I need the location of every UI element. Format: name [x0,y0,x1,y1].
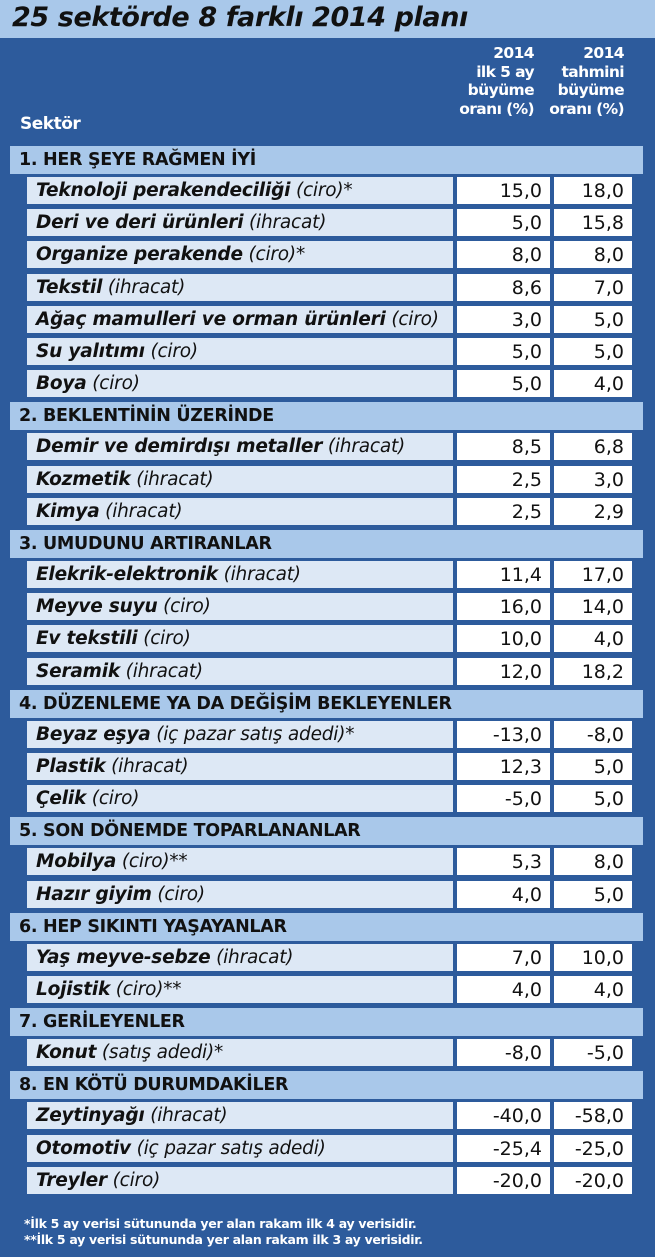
value-forecast: 15,8 [554,209,632,236]
value-first5months: 5,0 [457,209,550,236]
value-forecast: 18,0 [554,177,632,204]
value-first5months: 10,0 [457,625,550,652]
sector-name: Treyler [36,1170,107,1191]
value-first5months: 11,4 [457,561,550,588]
sector-note: (ihracat) [120,661,203,682]
table-row-label [27,658,453,685]
page-title: 25 sektörde 8 farklı 2014 planı [12,2,468,33]
sector-name: Teknoloji perakendeciliği [36,180,291,201]
value-first5months: -13,0 [457,721,550,748]
value-forecast: -20,0 [554,1167,632,1194]
sector-name: Ev tekstili [36,628,138,649]
col2-header-line: tahmini [561,62,624,81]
table-row-label [27,625,453,652]
sector-name: Su yalıtımı [36,341,145,362]
sector-name: Beyaz eşya [36,724,151,745]
sector-note: (iç pazar satış adedi)* [150,724,355,745]
sector-column-header: Sektör [20,114,81,134]
group-header: 4. DÜZENLEME YA DA DEĞİŞİM BEKLEYENLER [10,690,643,718]
sector-name: Kozmetik [36,469,131,490]
value-first5months: 4,0 [457,976,550,1003]
group-header: 8. EN KÖTÜ DURUMDAKİLER [10,1071,643,1099]
value-forecast: 4,0 [554,976,632,1003]
value-first5months: 12,0 [457,658,550,685]
value-forecast: -25,0 [554,1135,632,1162]
sector-note: (ciro) [86,788,140,809]
sector-name: Seramik [36,661,120,682]
value-first5months: 5,0 [457,370,550,397]
value-forecast: 5,0 [554,881,632,908]
value-first5months: 5,3 [457,848,550,875]
value-first5months: 12,3 [457,753,550,780]
sector-note: (ciro)* [290,180,353,201]
value-first5months: 4,0 [457,881,550,908]
table-row-label [27,848,453,875]
table-row-label [27,241,453,268]
value-forecast: 5,0 [554,785,632,812]
title-bar [0,0,655,38]
sector-name: Kimya [36,501,100,522]
sector-note: (ihracat) [102,277,186,298]
table-row-label [27,1039,453,1066]
sector-name: Elekrik-elektronik [36,564,218,585]
sector-name: Demir ve demirdışı metaller [36,436,323,457]
sector-note: (iç pazar satış adedi) [130,1138,326,1159]
group-header: 3. UMUDUNU ARTIRANLAR [10,530,643,558]
sector-note: (ciro) [157,596,211,617]
table-row-label [27,1167,453,1194]
table-row-label [27,498,453,525]
footnote: **İlk 5 ay verisi sütununda yer alan rakam ilk 3 ay verisidir. [24,1232,423,1247]
table-row-label [27,1102,453,1129]
sector-note: (ciro) [144,341,198,362]
table-row-label [27,209,453,236]
sector-note: (ciro) [151,884,205,905]
table-row-label [27,1135,453,1162]
sector-name: Çelik [36,788,87,809]
sector-name: Ağaç mamulleri ve orman ürünleri [36,309,386,330]
sector-name: Deri ve deri ürünleri [36,212,244,233]
sector-note: (ciro) [86,373,140,394]
value-forecast: 5,0 [554,753,632,780]
sector-note: (ciro) [385,309,439,330]
table-row-label [27,338,453,365]
table-row-label [27,370,453,397]
sector-note: (ihracat) [243,212,327,233]
value-first5months: -20,0 [457,1167,550,1194]
sector-name: Konut [36,1042,97,1063]
col2-header-line: 2014 [583,44,624,62]
sector-name: Lojistik [36,979,111,1000]
sector-name: Mobilya [36,851,117,872]
value-forecast: 3,0 [554,466,632,493]
value-forecast: 6,8 [554,433,632,460]
sector-note: (ciro) [106,1170,161,1191]
value-first5months: -40,0 [457,1102,550,1129]
table-row-label [27,177,453,204]
sector-note: (ihracat) [105,756,189,777]
col2-header-line: oranı (%) [549,99,624,118]
sector-note: (ciro)** [116,851,188,872]
value-first5months: 3,0 [457,306,550,333]
sector-note: (ihracat) [210,947,294,968]
value-forecast: 4,0 [554,625,632,652]
table-row-label [27,976,453,1003]
table-row-label [27,433,453,460]
value-forecast: 4,0 [554,370,632,397]
sector-name: Yaş meyve-sebze [36,947,211,968]
value-forecast: 7,0 [554,274,632,301]
value-first5months: 5,0 [457,338,550,365]
group-header: 2. BEKLENTİNİN ÜZERİNDE [10,402,643,430]
sector-name: Otomotiv [36,1138,131,1159]
sector-name: Organize perakende [36,244,243,265]
group-header: 1. HER ŞEYE RAĞMEN İYİ [10,146,643,174]
value-forecast: 2,9 [554,498,632,525]
col2-header [530,44,624,118]
value-first5months: 16,0 [457,593,550,620]
table-row-label [27,306,453,333]
value-first5months: 15,0 [457,177,550,204]
value-first5months: 8,5 [457,433,550,460]
col1-header-line: büyüme [467,81,534,99]
group-header: 7. GERİLEYENLER [10,1008,643,1036]
col1-header-line: ilk 5 ay [476,62,534,81]
sector-note: (ihracat) [99,501,183,522]
sector-name: Zeytinyağı [36,1105,145,1126]
sector-note: (ihracat) [217,564,301,585]
sector-note: (ciro) [137,628,191,649]
value-forecast: 5,0 [554,306,632,333]
table-row-label [27,593,453,620]
sector-note: (ciro)** [110,979,182,1000]
col1-header-line: 2014 [493,44,534,62]
sector-note: (ciro)* [242,244,305,265]
value-forecast: 10,0 [554,944,632,971]
value-first5months: 8,6 [457,274,550,301]
footnote: *İlk 5 ay verisi sütununda yer alan rakam ilk 4 ay verisidir. [24,1216,417,1231]
col2-header-line: büyüme [557,81,624,99]
value-forecast: 8,0 [554,848,632,875]
value-forecast: 17,0 [554,561,632,588]
sector-name: Plastik [36,756,106,777]
value-first5months: -5,0 [457,785,550,812]
sector-note: (ihracat) [322,436,406,457]
table-row-label [27,721,453,748]
table-row-label [27,944,453,971]
col1-header [440,44,534,118]
value-forecast: 18,2 [554,658,632,685]
group-header: 5. SON DÖNEMDE TOPARLANANLAR [10,817,643,845]
sector-name: Hazır giyim [36,884,152,905]
table-row-label [27,561,453,588]
value-forecast: 8,0 [554,241,632,268]
value-first5months: -8,0 [457,1039,550,1066]
value-forecast: -5,0 [554,1039,632,1066]
sector-name: Tekstil [36,277,103,298]
table-row-label [27,274,453,301]
value-forecast: 14,0 [554,593,632,620]
sector-note: (ihracat) [130,469,214,490]
value-first5months: 2,5 [457,466,550,493]
sector-name: Boya [36,373,87,394]
value-forecast: 5,0 [554,338,632,365]
value-first5months: 7,0 [457,944,550,971]
table-row-label [27,466,453,493]
value-forecast: -58,0 [554,1102,632,1129]
group-header: 6. HEP SIKINTI YAŞAYANLAR [10,913,643,941]
value-first5months: 8,0 [457,241,550,268]
sector-note: (satış adedi)* [96,1042,224,1063]
value-first5months: -25,4 [457,1135,550,1162]
value-first5months: 2,5 [457,498,550,525]
col1-header-line: oranı (%) [459,99,534,118]
sector-note: (ihracat) [144,1105,228,1126]
value-forecast: -8,0 [554,721,632,748]
sector-name: Meyve suyu [36,596,158,617]
table-row-label [27,785,453,812]
table-row-label [27,753,453,780]
table-row-label [27,881,453,908]
